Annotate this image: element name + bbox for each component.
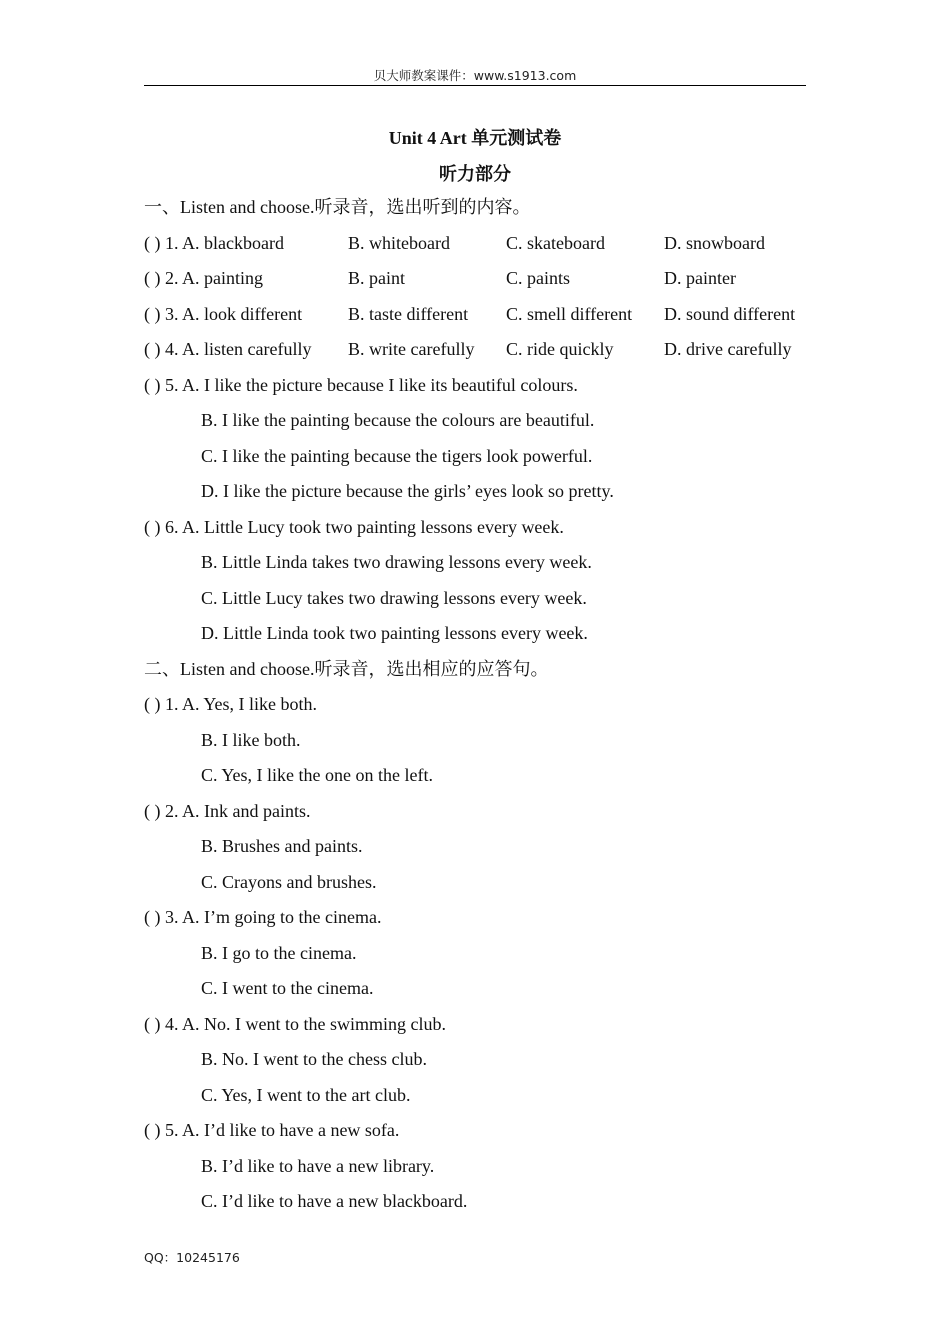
- s2-question-1-option-c: C. Yes, I like the one on the left.: [201, 765, 433, 785]
- option-b: B. write carefully: [348, 339, 475, 359]
- option-c: C. ride quickly: [506, 339, 614, 359]
- s2-question-2-option-c: C. Crayons and brushes.: [201, 871, 377, 892]
- page-title: Unit 4 Art 单元测试卷: [388, 128, 562, 148]
- section-2-heading: 二、Listen and choose.听录音，选出相应的应答句。: [144, 658, 549, 679]
- page-subtitle: 听力部分: [439, 164, 511, 184]
- option-a: ( ) 2. A. painting: [144, 268, 263, 288]
- option-c: C. smell different: [506, 303, 633, 324]
- question-row: [144, 230, 814, 266]
- question-6-option-a: ( ) 6. A. Little Lucy took two painting lessons every week.: [144, 516, 564, 537]
- option-d: D. sound different: [664, 303, 796, 324]
- exam-body: [144, 194, 814, 1224]
- s2-question-4-option-c: C. Yes, I went to the art club.: [201, 1084, 411, 1105]
- option-b: B. whiteboard: [348, 232, 450, 253]
- option-d: D. snowboard: [664, 232, 765, 253]
- option-a: ( ) 1. A. blackboard: [144, 232, 284, 253]
- question-5-option-b: B. I like the painting because the colours are beautiful.: [201, 410, 595, 430]
- question-row: [144, 265, 814, 301]
- s2-question-5-option-b: B. I’d like to have a new library.: [201, 1155, 435, 1176]
- question-5-option-d: D. I like the picture because the girls’ eyes look so pretty.: [201, 481, 614, 501]
- s2-question-3-option-a: ( ) 3. A. I’m going to the cinema.: [144, 907, 382, 927]
- option-b: B. taste different: [348, 303, 469, 324]
- s2-question-4-option-b: B. No. I went to the chess club.: [201, 1049, 427, 1069]
- page-footer: QQ：10245176: [144, 1250, 240, 1265]
- option-c: C. skateboard: [506, 232, 605, 253]
- option-a: ( ) 3. A. look different: [144, 303, 303, 324]
- question-5-option-c: C. I like the painting because the tigers look powerful.: [201, 445, 593, 466]
- question-row: [144, 301, 814, 337]
- s2-question-3-option-b: B. I go to the cinema.: [201, 942, 357, 963]
- section-1-heading: 一、Listen and choose.听录音，选出听到的内容。: [144, 197, 531, 217]
- page-header: 贝大师教案课件：www.s1913.com: [373, 68, 577, 83]
- s2-question-4-option-a: ( ) 4. A. No. I went to the swimming club.: [144, 1013, 446, 1034]
- question-6-option-c: C. Little Lucy takes two drawing lessons every week.: [201, 587, 587, 608]
- s2-question-1-option-b: B. I like both.: [201, 729, 301, 750]
- s2-question-2-option-b: B. Brushes and paints.: [201, 836, 363, 856]
- option-d: D. painter: [664, 268, 736, 288]
- option-d: D. drive carefully: [664, 339, 792, 359]
- header-rule: [144, 85, 806, 86]
- s2-question-3-option-c: C. I went to the cinema.: [201, 978, 374, 998]
- option-b: B. paint: [348, 268, 405, 288]
- s2-question-1-option-a: ( ) 1. A. Yes, I like both.: [144, 694, 318, 714]
- s2-question-5-option-a: ( ) 5. A. I’d like to have a new sofa.: [144, 1120, 400, 1140]
- question-5-option-a: ( ) 5. A. I like the picture because I like its beautiful colours.: [144, 374, 578, 395]
- s2-question-5-option-c: C. I’d like to have a new blackboard.: [201, 1191, 468, 1211]
- s2-question-2-option-a: ( ) 2. A. Ink and paints.: [144, 800, 311, 821]
- option-c: C. paints: [506, 268, 571, 288]
- question-row: [144, 336, 814, 372]
- question-6-option-d: D. Little Linda took two painting lessons every week.: [201, 623, 588, 643]
- option-a: ( ) 4. A. listen carefully: [144, 339, 312, 359]
- question-6-option-b: B. Little Linda takes two drawing lessons every week.: [201, 552, 592, 572]
